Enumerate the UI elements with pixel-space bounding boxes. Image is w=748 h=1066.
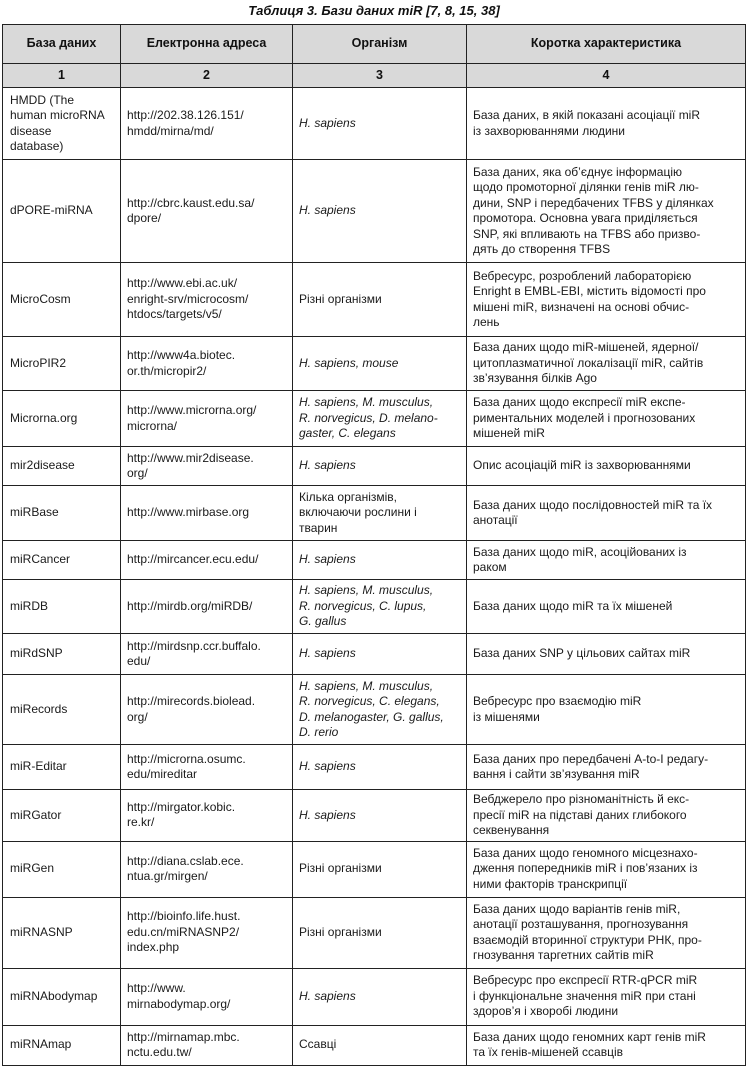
url-cell: http://mirdb.org/miRDB/: [121, 580, 293, 634]
url-cell: http://mirdsnp.ccr.buffalo. edu/: [121, 634, 293, 675]
url-cell: http://mircancer.ecu.edu/: [121, 541, 293, 580]
table-row: [3, 541, 746, 580]
table-row: [3, 1025, 746, 1065]
organism-cell: Різні організми: [293, 841, 467, 897]
organism-cell: H. sapiens: [293, 634, 467, 675]
database-name-cell: miRNAmap: [3, 1025, 121, 1065]
description-cell: База даних щодо miR та їх мішеней: [467, 580, 746, 634]
url-cell: http://bioinfo.life.hust. edu.cn/miRNASNP2/ index.php: [121, 897, 293, 968]
organism-cell: Різні організми: [293, 897, 467, 968]
url-cell: http://www.mirbase.org: [121, 486, 293, 541]
organism-cell: H. sapiens, mouse: [293, 337, 467, 391]
column-number-row: [3, 64, 746, 88]
description-cell: Вебресурс, розроблений лабораторією Enright в EMBL-EBI, містить відомості про мішені miR, визначені на основі обчис- лень: [467, 263, 746, 337]
description-cell: База даних SNP у цільових сайтах miR: [467, 634, 746, 675]
description-cell: База даних, в якій показані асоціації miR із захворюваннями людини: [467, 88, 746, 160]
table-row: [3, 391, 746, 447]
url-cell: http://www. mirnabodymap.org/: [121, 968, 293, 1025]
description-cell: Вебджерело про різноманітність й екс- пресії miR на підставі даних глибокого секвенування: [467, 790, 746, 842]
database-name-cell: HMDD (The human microRNA disease database): [3, 88, 121, 160]
url-cell: http://www4a.biotec. or.th/micropir2/: [121, 337, 293, 391]
organism-cell: H. sapiens: [293, 160, 467, 263]
table-row: [3, 88, 746, 160]
url-cell: http://microrna.osumc. edu/mireditar: [121, 745, 293, 790]
description-cell: Опис асоціацій miR із захворюваннями: [467, 447, 746, 486]
organism-cell: H. sapiens: [293, 88, 467, 160]
table-row: [3, 160, 746, 263]
database-name-cell: MicroCosm: [3, 263, 121, 337]
organism-cell: Кілька організмів, включаючи рослини і тварин: [293, 486, 467, 541]
header-organism: Організм: [293, 25, 467, 64]
table-header: [3, 25, 746, 88]
table-row: [3, 263, 746, 337]
organism-cell: H. sapiens: [293, 745, 467, 790]
organism-cell: H. sapiens: [293, 447, 467, 486]
database-name-cell: miRBase: [3, 486, 121, 541]
database-name-cell: dPORE-miRNA: [3, 160, 121, 263]
column-number-4: 4: [467, 64, 746, 88]
database-name-cell: miRGator: [3, 790, 121, 842]
table-row: [3, 745, 746, 790]
organism-cell: Ссавці: [293, 1025, 467, 1065]
table-title: Таблиця 3. Бази даних miR [7, 8, 15, 38]: [248, 3, 500, 18]
table-body: [3, 88, 746, 1066]
database-name-cell: miRecords: [3, 675, 121, 745]
organism-cell: H. sapiens: [293, 541, 467, 580]
url-cell: http://cbrc.kaust.edu.sa/ dpore/: [121, 160, 293, 263]
description-cell: База даних щодо експресії miR експе- риментальних моделей і прогнозованих мішеней miR: [467, 391, 746, 447]
organism-cell: H. sapiens: [293, 968, 467, 1025]
table-row: [3, 447, 746, 486]
url-cell: http://202.38.126.151/ hmdd/mirna/md/: [121, 88, 293, 160]
organism-cell: H. sapiens, M. musculus, R. norvegicus, C. elegans, D. melanogaster, G. gallus, D. rerio: [293, 675, 467, 745]
organism-cell: H. sapiens, M. musculus, R. norvegicus, D. melano- gaster, C. elegans: [293, 391, 467, 447]
database-name-cell: miRGen: [3, 841, 121, 897]
organism-cell: H. sapiens: [293, 790, 467, 842]
database-name-cell: miRCancer: [3, 541, 121, 580]
header-database-name: База даних: [3, 25, 121, 64]
database-name-cell: miRdSNP: [3, 634, 121, 675]
description-cell: Вебресурс про взаємодію miR із мішенями: [467, 675, 746, 745]
table-row: [3, 841, 746, 897]
description-cell: База даних про передбачені A-to-I редагу- вання і сайти зв’язування miR: [467, 745, 746, 790]
database-name-cell: miRNASNP: [3, 897, 121, 968]
mirna-databases-table: [2, 24, 746, 1066]
column-number-3: 3: [293, 64, 467, 88]
database-name-cell: miR-Editar: [3, 745, 121, 790]
url-cell: http://mirgator.kobic. re.kr/: [121, 790, 293, 842]
column-number-1: 1: [3, 64, 121, 88]
table-row: [3, 790, 746, 842]
database-name-cell: MicroPIR2: [3, 337, 121, 391]
description-cell: База даних щодо miR, асоційованих із раком: [467, 541, 746, 580]
url-cell: http://www.microrna.org/ microrna/: [121, 391, 293, 447]
description-cell: База даних щодо геномного місцезнахо- дження попередників miR і пов’язаних із ними факторів транскрипції: [467, 841, 746, 897]
description-cell: База даних, яка об’єднує інформацію щодо промоторної ділянки генів miR лю- дини, SNP і передбачених TFBS у ділянках промотора. Основна увага приділяється SNP, які впливають на TFBS або призво- дять до створення TFBS: [467, 160, 746, 263]
database-name-cell: miRNAbodymap: [3, 968, 121, 1025]
table-row: [3, 968, 746, 1025]
description-cell: База даних щодо варіантів генів miR, анотації розташування, прогнозування взаємодій вторинної структури РНК, про- гнозування таргетних сайтів miR: [467, 897, 746, 968]
description-cell: База даних щодо послідовностей miR та їх анотації: [467, 486, 746, 541]
description-cell: База даних щодо miR-мішеней, ядерної/ цитоплазматичної локалізації miR, сайтів зв’язування білків Ago: [467, 337, 746, 391]
organism-cell: Різні організми: [293, 263, 467, 337]
table-row: [3, 486, 746, 541]
database-name-cell: miRDB: [3, 580, 121, 634]
description-cell: База даних щодо геномних карт генів miR та їх генів-мішеней ссавців: [467, 1025, 746, 1065]
table-row: [3, 337, 746, 391]
table-row: [3, 675, 746, 745]
url-cell: http://diana.cslab.ece. ntua.gr/mirgen/: [121, 841, 293, 897]
header-url: Електронна адреса: [121, 25, 293, 64]
database-name-cell: Microrna.org: [3, 391, 121, 447]
header-description: Коротка характеристика: [467, 25, 746, 64]
header-row: [3, 25, 746, 64]
table-row: [3, 580, 746, 634]
url-cell: http://mirecords.biolead. org/: [121, 675, 293, 745]
url-cell: http://www.mir2disease. org/: [121, 447, 293, 486]
description-cell: Вебресурс про експресії RTR-qPCR miR і функціональне значення miR при стані здоров’я і хворобі людини: [467, 968, 746, 1025]
url-cell: http://mirnamap.mbc. nctu.edu.tw/: [121, 1025, 293, 1065]
column-number-2: 2: [121, 64, 293, 88]
url-cell: http://www.ebi.ac.uk/ enright-srv/microcosm/ htdocs/targets/v5/: [121, 263, 293, 337]
database-name-cell: mir2disease: [3, 447, 121, 486]
table-row: [3, 897, 746, 968]
table-row: [3, 634, 746, 675]
organism-cell: H. sapiens, M. musculus, R. norvegicus, C. lupus, G. gallus: [293, 580, 467, 634]
